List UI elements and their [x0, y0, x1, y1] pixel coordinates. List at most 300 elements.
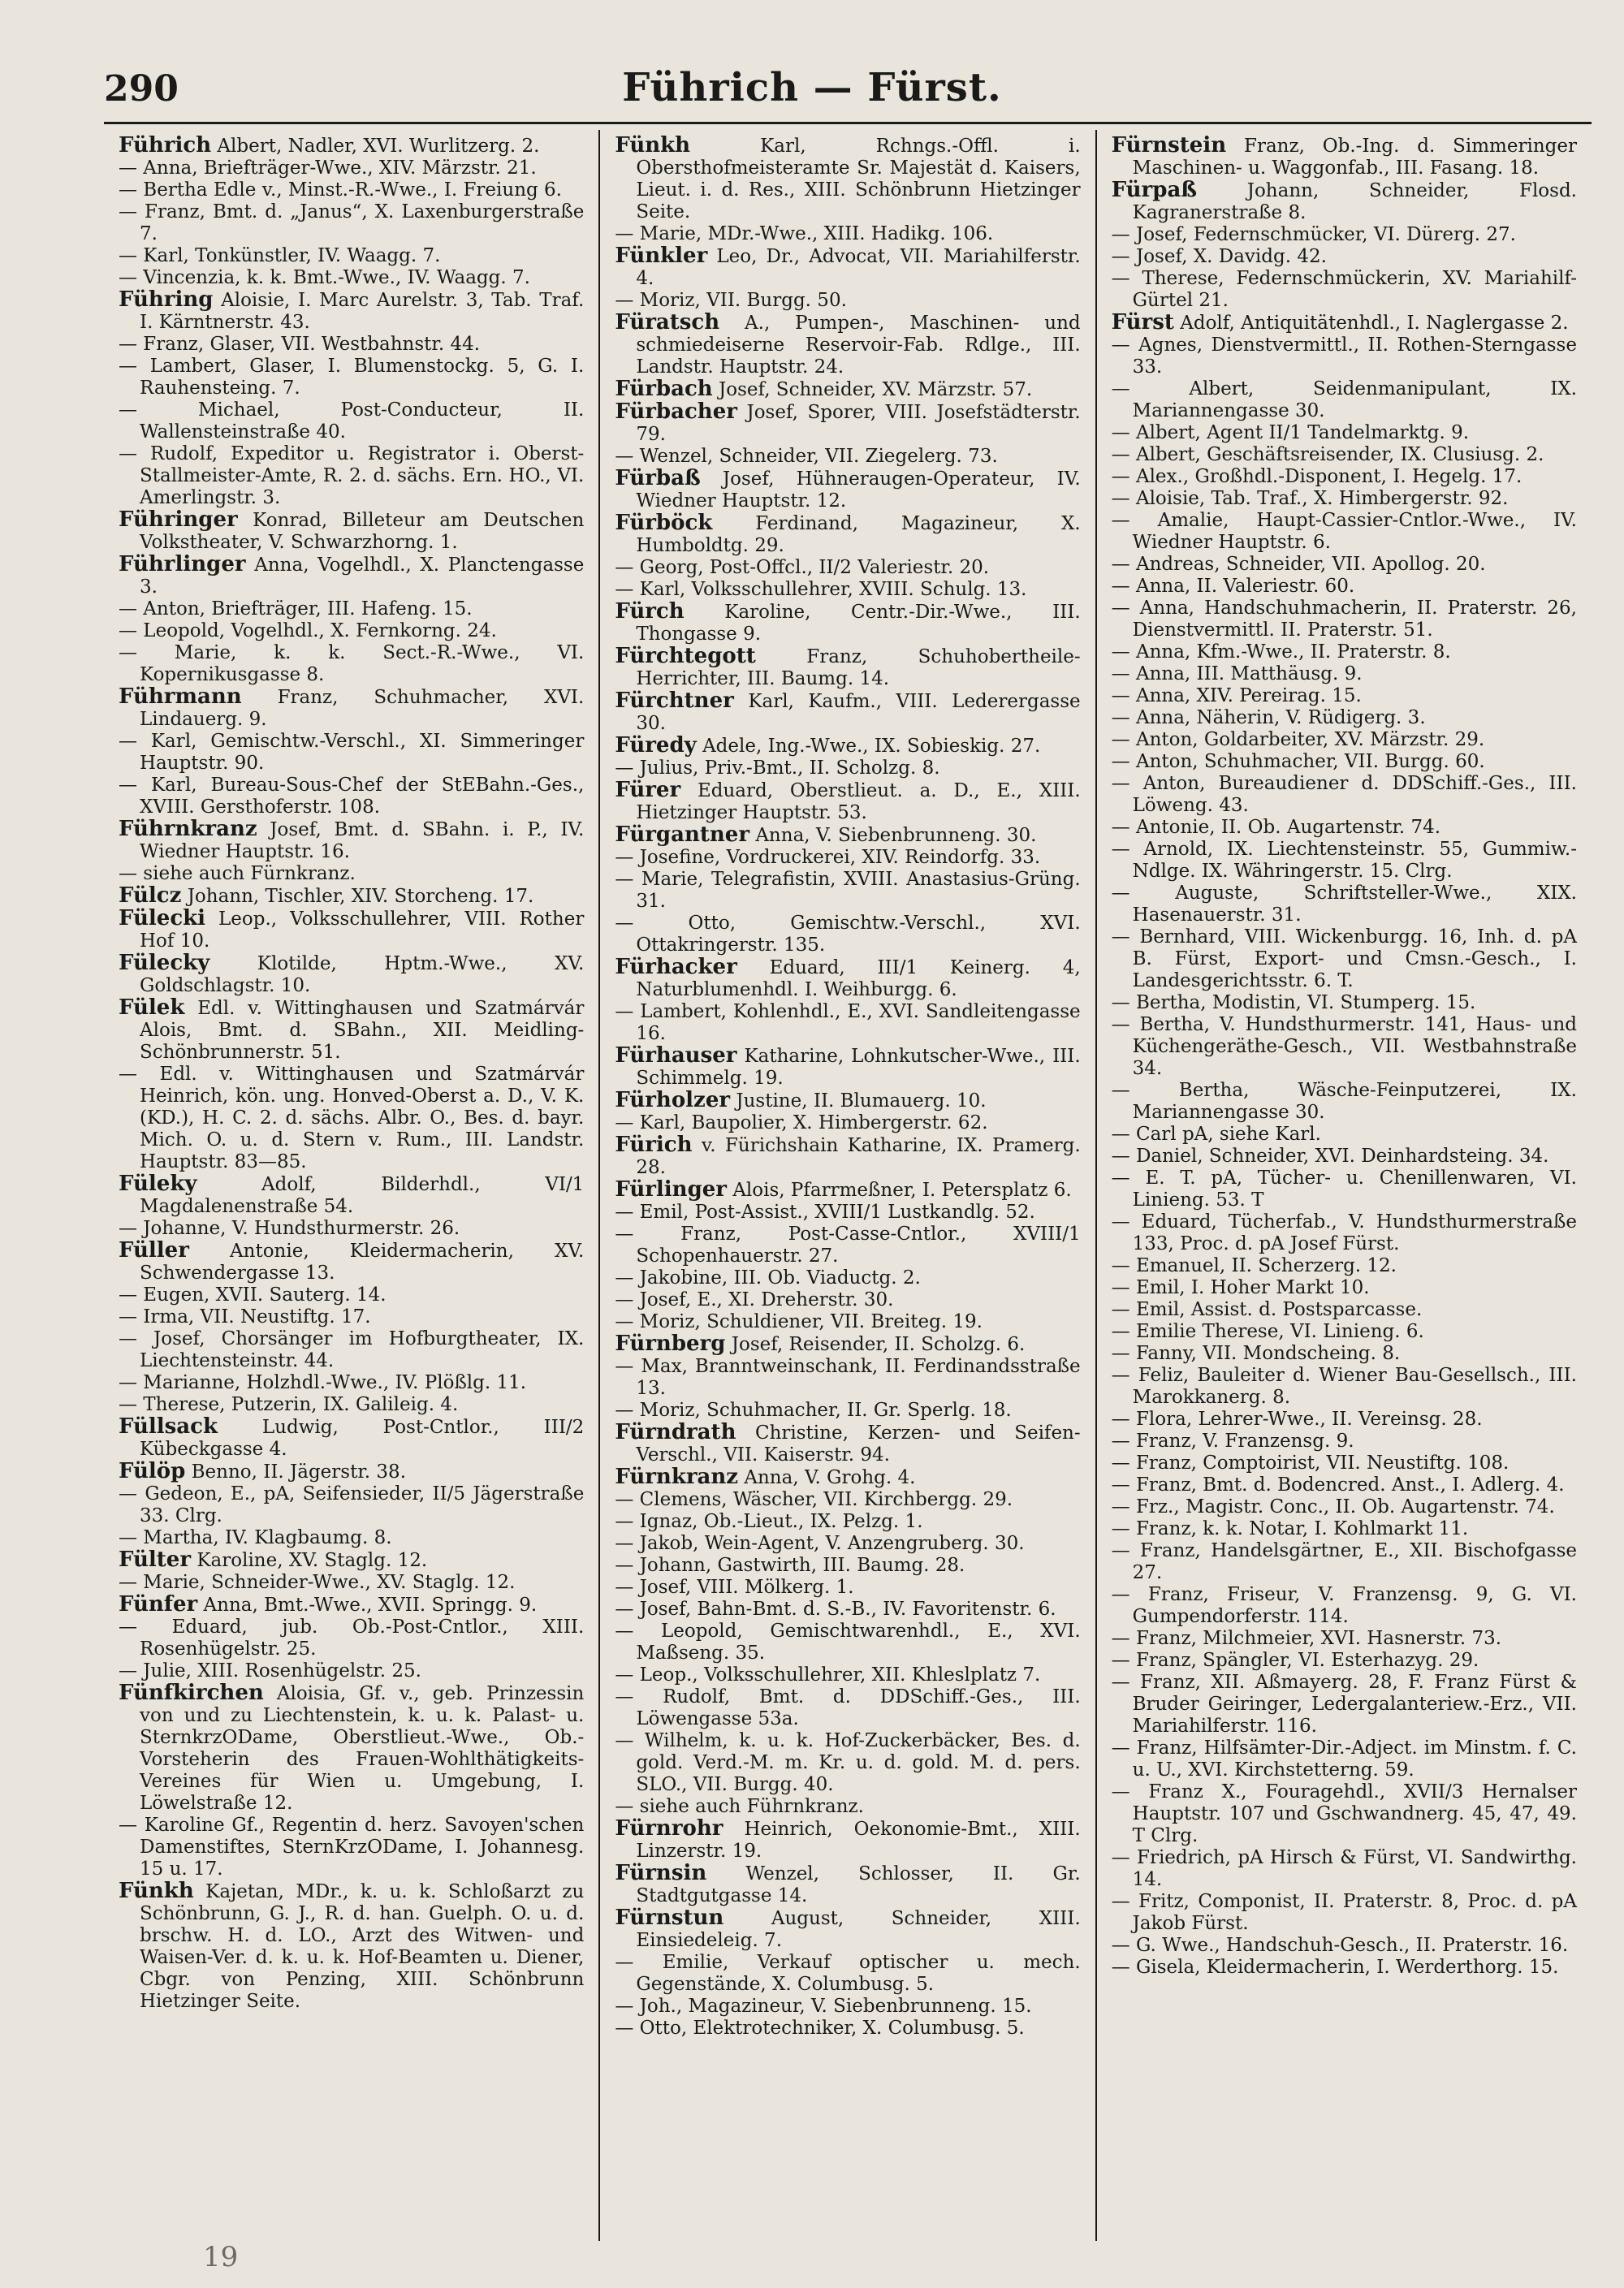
- entry-text: Klotilde, Hptm.-Wwe., XV. Goldschlagstr. 10.: [140, 953, 585, 996]
- directory-entry: [615, 1686, 1080, 1730]
- directory-entry: [1112, 179, 1577, 224]
- directory-entry: [119, 908, 584, 952]
- entry-surname: Fürpaß: [1111, 178, 1198, 202]
- directory-entry: [1112, 685, 1577, 707]
- entry-text: Kajetan, MDr., k. u. k. Schloßarzt zu Schönbrunn, G. J., R. d. han. Guelph. O. u. d. brschw. H. d. LO., Arzt des Witwen- und Waisen-Ver. d. k. u. k. Hof-Beamten u. Diener, Cbgr. von Penzing, XIII. Schönbrunn Hietzinger Seite.: [140, 1881, 585, 2012]
- entry-text: A., Pumpen-, Maschinen- und schmiedeiserne Reservoir-Fab. Rdlge., III. Landstr. Hauptstr. 24.: [636, 313, 1081, 378]
- directory-entry: [1112, 1957, 1577, 1979]
- entry-text: — Edl. v. Wittinghausen und Szatmárvár Heinrich, kön. ung. Honved-Oberst a. D., V. K. (KD.), H. C. 2. d. sächs. Albr. O., Bes. d. bayr. Mich. O. u. d. Stern v. Rum., III. Landstr. Hauptstr. 83—85.: [119, 1064, 585, 1172]
- entry-surname: Fürnsin: [615, 1861, 707, 1885]
- directory-entry: [1112, 1211, 1577, 1255]
- entry-text: — Eduard, Tücherfab., V. Hundsthurmerstraße 133, Proc. d. pA Josef Fürst.: [1111, 1211, 1577, 1254]
- directory-entry: [1112, 1453, 1577, 1474]
- entry-text: — Franz, Comptoirist, VII. Neustiftg. 108.: [1111, 1453, 1510, 1474]
- entry-text: — Clemens, Wäscher, VII. Kirchbergg. 29.: [615, 1489, 1013, 1510]
- directory-entry: [615, 1090, 1080, 1112]
- entry-text: — Aloisie, Tab. Traf., X. Himbergerstr. 92.: [1111, 488, 1509, 509]
- entry-text: Franz, Schuhmacher, XVI. Lindauerg. 9.: [140, 687, 585, 730]
- entry-text: — Rudolf, Bmt. d. DDSchiff.-Ges., III. Löwengasse 53a.: [615, 1686, 1081, 1729]
- entry-text: — Emanuel, II. Scherzerg. 12.: [1111, 1255, 1397, 1276]
- entry-text: — Max, Branntweinschank, II. Ferdinandsstraße 13.: [615, 1356, 1081, 1399]
- directory-entry: [1112, 1650, 1577, 1672]
- entry-text: Leop., Volksschullehrer, VIII. Rother Hof 10.: [140, 909, 585, 952]
- entry-text: Adolf, Antiquitätenhdl., I. Naglergasse 2.: [1173, 313, 1569, 334]
- directory-entry: [615, 1202, 1080, 1224]
- entry-surname: Fürhauser: [615, 1043, 737, 1068]
- directory-entry: [1112, 554, 1577, 576]
- entry-text: — Anna, II. Valeriestr. 60.: [1111, 576, 1355, 597]
- directory-entry: [615, 956, 1080, 1001]
- entry-text: — Joh., Magazineur, V. Siebenbrunneng. 15.: [615, 1996, 1032, 2017]
- columns: [104, 130, 1592, 2241]
- entry-text: — Eduard, jub. Ob.-Post-Cntlor., XIII. Rosenhügelstr. 25.: [119, 1617, 585, 1660]
- entry-surname: Fülecki: [119, 906, 206, 930]
- directory-entry: [119, 731, 584, 775]
- entry-surname: Fürlinger: [615, 1177, 728, 1202]
- entry-text: August, Schneider, XIII. Einsiedeleig. 7.: [636, 1908, 1081, 1951]
- entry-text: — Albert, Geschäftsreisender, IX. Clusiusg. 2.: [1111, 444, 1544, 465]
- entry-surname: Fürchtegott: [615, 644, 756, 668]
- entry-surname: Fürnstein: [1111, 133, 1227, 158]
- directory-entry: [119, 289, 584, 334]
- entry-text: Heinrich, Oekonomie-Bmt., XIII. Linzerstr. 19.: [636, 1819, 1081, 1862]
- entry-text: — siehe auch Führnkranz.: [615, 1796, 864, 1817]
- entry-text: — Karl, Gemischtw.-Verschl., XI. Simmeringer Hauptstr. 90.: [119, 731, 585, 774]
- entry-text: — Therese, Putzerin, IX. Galileig. 4.: [119, 1394, 459, 1415]
- directory-entry: [615, 1664, 1080, 1686]
- entry-text: Ferdinand, Magazineur, X. Humboldtg. 29.: [636, 513, 1081, 556]
- directory-entry: [615, 601, 1080, 645]
- entry-text: — Gisela, Kleidermacherin, I. Werderthorg. 15.: [1111, 1957, 1559, 1978]
- directory-entry: [119, 135, 584, 158]
- entry-surname: Führnkranz: [119, 817, 257, 841]
- directory-entry: [119, 356, 584, 399]
- directory-entry: [1112, 1146, 1577, 1168]
- entry-surname: Fülcz: [119, 883, 182, 908]
- entry-text: — Emil, Post-Assist., XVIII/1 Lustkandlg. 52.: [615, 1202, 1035, 1223]
- entry-surname: Fürich: [615, 1133, 693, 1157]
- entry-text: — Marie, Telegrafistin, XVIII. Anastasius-Grüng. 31.: [615, 869, 1081, 912]
- directory-entry: [615, 2018, 1080, 2040]
- directory-entry: [1112, 839, 1577, 883]
- directory-entry: [615, 579, 1080, 601]
- entry-surname: Fürer: [615, 778, 681, 802]
- entry-text: — Josef, E., XI. Dreherstr. 30.: [615, 1289, 894, 1310]
- entry-text: Franz, Ob.-Ing. d. Simmeringer Maschinen- u. Waggonfab., III. Fasang. 18.: [1132, 136, 1577, 179]
- directory-entry: [615, 1730, 1080, 1796]
- directory-entry: [119, 1284, 584, 1306]
- directory-entry: [615, 1511, 1080, 1533]
- directory-entry: [119, 158, 584, 179]
- entry-text: Josef, Bmt. d. SBahn. i. P., IV. Wiedner Hauptstr. 16.: [140, 819, 585, 862]
- directory-entry: [615, 824, 1080, 847]
- directory-entry: [119, 1240, 584, 1284]
- directory-entry: [1112, 817, 1577, 839]
- directory-entry: [615, 446, 1080, 468]
- entry-text: Albert, Nadler, XVI. Wurlitzerg. 2.: [211, 136, 540, 157]
- entry-surname: Fürnstun: [615, 1906, 724, 1930]
- directory-entry: [1112, 992, 1577, 1014]
- entry-text: — Otto, Gemischtw.-Verschl., XVI. Ottakringerstr. 135.: [615, 913, 1081, 956]
- entry-text: — Daniel, Schneider, XVI. Deinhardsteing. 34.: [1111, 1146, 1549, 1167]
- entry-text: — Frz., Magistr. Conc., II. Ob. Augartenstr. 74.: [1111, 1496, 1555, 1517]
- entry-surname: Fünkh: [615, 133, 691, 158]
- directory-entry: [119, 399, 584, 443]
- entry-surname: Führlinger: [119, 552, 246, 576]
- entry-text: — Anna, Kfm.-Wwe., II. Praterstr. 8.: [1111, 641, 1451, 663]
- entry-text: Wenzel, Schlosser, II. Gr. Stadtgutgasse 14.: [636, 1863, 1081, 1906]
- column-2: [600, 130, 1096, 2241]
- entry-text: — Lambert, Kohlenhdl., E., XVI. Sandleitengasse 16.: [615, 1001, 1081, 1044]
- directory-entry: [119, 1064, 584, 1173]
- entry-text: — Emilie Therese, VI. Linieng. 6.: [1111, 1321, 1424, 1342]
- entry-text: — Fritz, Componist, II. Praterstr. 8, Proc. d. pA Jakob Fürst.: [1111, 1891, 1577, 1934]
- entry-surname: Fürböck: [615, 511, 713, 535]
- header-rule: [104, 122, 1592, 124]
- entry-surname: Führich: [119, 133, 212, 158]
- directory-entry: [119, 1682, 584, 1815]
- entry-text: — Franz, Post-Casse-Cntlor., XVIII/1 Schopenhauerstr. 27.: [615, 1224, 1081, 1267]
- entry-text: — Karl, Bureau-Sous-Chef der StEBahn.-Ges., XVIII. Gersthoferstr. 108.: [119, 775, 585, 818]
- entry-text: — Marie, Schneider-Wwe., XV. Staglg. 12.: [119, 1572, 516, 1593]
- entry-text: — Amalie, Haupt-Cassier-Cntlor.-Wwe., IV. Wiedner Hauptstr. 6.: [1111, 510, 1577, 553]
- entry-text: — Franz, Bmt. d. Bodencred. Anst., I. Adlerg. 4.: [1111, 1474, 1565, 1496]
- directory-entry: [1112, 488, 1577, 510]
- entry-text: — Moriz, Schuhmacher, II. Gr. Sperlg. 18.: [615, 1400, 1012, 1421]
- entry-text: — Feliz, Bauleiter d. Wiener Bau-Gesellsch., III. Marokkanerg. 8.: [1111, 1365, 1577, 1408]
- entry-surname: Führing: [119, 287, 214, 312]
- footer-mark: 19: [203, 2241, 239, 2273]
- entry-text: Josef, Sporer, VIII. Josefstädterstr. 79.: [636, 402, 1081, 445]
- entry-surname: Füller: [119, 1238, 189, 1263]
- directory-entry: [119, 554, 584, 598]
- entry-text: Anna, V. Siebenbrunneng. 30.: [749, 825, 1037, 846]
- entry-text: — Albert, Agent II/1 Tandelmarktg. 9.: [1111, 422, 1470, 443]
- directory-entry: [119, 1306, 584, 1328]
- entry-text: — Franz X., Fouragehdl., XVII/3 Hernalser Hauptstr. 107 und Gschwandnerg. 45, 47, 49. T Clrg.: [1111, 1781, 1577, 1846]
- directory-entry: [1112, 1431, 1577, 1453]
- entry-text: — Anna, III. Matthäusg. 9.: [1111, 663, 1363, 684]
- directory-entry: [1112, 422, 1577, 444]
- entry-text: — Friedrich, pA Hirsch & Fürst, VI. Sandwirthg. 14.: [1111, 1847, 1577, 1890]
- entry-text: — Bertha Edle v., Minst.-R.-Wwe., I. Freiung 6.: [119, 179, 562, 201]
- entry-text: Benno, II. Jägerstr. 38.: [185, 1461, 406, 1483]
- entry-text: Anna, Vogelhdl., X. Planctengasse 3.: [140, 555, 585, 598]
- directory-entry: [615, 1112, 1080, 1134]
- entry-text: Ludwig, Post-Cntlor., III/2 Kübeckgasse 4.: [140, 1417, 585, 1460]
- directory-entry: [119, 1617, 584, 1660]
- entry-text: v. Fürichshain Katharine, IX. Pramerg. 28.: [636, 1135, 1081, 1178]
- directory-entry: [615, 645, 1080, 690]
- directory-entry: [1112, 1672, 1577, 1738]
- entry-text: — Jakob, Wein-Agent, V. Anzengruberg. 30.: [615, 1533, 1025, 1554]
- entry-text: — Leop., Volksschullehrer, XII. Khleslplatz 7.: [615, 1664, 1041, 1686]
- entry-text: — Josef, Bahn-Bmt. d. S.-B., IV. Favoritenstr. 6.: [615, 1599, 1056, 1620]
- directory-entry: [119, 1328, 584, 1372]
- directory-entry: [1112, 1124, 1577, 1146]
- directory-entry: [1112, 1781, 1577, 1847]
- entry-text: — Andreas, Schneider, VII. Apollog. 20.: [1111, 554, 1486, 575]
- entry-text: — Karl, Volksschullehrer, XVIII. Schulg. 13.: [615, 579, 1027, 600]
- page-header: Führich — Fürst.: [622, 65, 1002, 110]
- entry-text: Karl, Kaufm., VIII. Lederergasse 30.: [636, 691, 1081, 734]
- entry-text: — Franz, Handelsgärtner, E., XII. Bischofgasse 27.: [1111, 1540, 1577, 1583]
- entry-text: Karoline, Centr.-Dir.-Wwe., III. Thongasse 9.: [636, 602, 1081, 645]
- entry-text: — Arnold, IX. Liechtensteinstr. 55, Gummiw.-Ndlge. IX. Währingerstr. 15. Clrg.: [1111, 839, 1577, 882]
- directory-entry: [1112, 729, 1577, 751]
- entry-text: Josef, Hühneraugen-Operateur, IV. Wiedner Hauptstr. 12.: [636, 468, 1081, 512]
- directory-entry: [119, 1549, 584, 1572]
- directory-entry: [119, 818, 584, 863]
- directory-entry: [1112, 1891, 1577, 1935]
- directory-entry: [119, 642, 584, 686]
- entry-text: Alois, Pfarrmeßner, I. Petersplatz 6.: [727, 1180, 1072, 1201]
- directory-entry: [119, 997, 584, 1064]
- column-1: [104, 130, 600, 2241]
- entry-text: Konrad, Billeteur am Deutschen Volkstheater, V. Schwarzhorng. 1.: [140, 510, 585, 553]
- directory-entry: [615, 401, 1080, 446]
- entry-text: — Irma, VII. Neustiftg. 17.: [119, 1306, 371, 1327]
- entry-text: — Karl, Tonkünstler, IV. Waagg. 7.: [119, 245, 441, 266]
- directory-entry: [615, 512, 1080, 557]
- entry-surname: Fülter: [119, 1548, 192, 1572]
- entry-text: — E. T. pA, Tücher- u. Chenillenwaren, VI. Linieng. 53. T: [1111, 1168, 1577, 1211]
- entry-text: — Anna, Handschuhmacherin, II. Praterstr. 26, Dienstvermittl. II. Praterstr. 51.: [1111, 598, 1577, 641]
- directory-entry: [615, 378, 1080, 401]
- directory-entry: [1112, 1168, 1577, 1211]
- entry-surname: Fürhacker: [615, 955, 737, 979]
- entry-text: — Franz, Milchmeier, XVI. Hasnerstr. 73.: [1111, 1628, 1502, 1649]
- entry-text: — Franz, Hilfsämter-Dir.-Adject. im Minstm. f. C. u. U., XVI. Kirchstetterng. 59.: [1111, 1738, 1577, 1781]
- directory-entry: [1112, 1496, 1577, 1518]
- directory-entry: [615, 1996, 1080, 2018]
- entry-text: — Anton, Goldarbeiter, XV. Märzstr. 29.: [1111, 729, 1485, 750]
- entry-surname: Fürchtner: [615, 689, 734, 713]
- entry-text: — G. Wwe., Handschuh-Gesch., II. Praterstr. 16.: [1111, 1935, 1569, 1956]
- entry-text: — Rudolf, Expeditor u. Registrator i. Oberst-Stallmeister-Amte, R. 2. d. sächs. Ern. HO., VI. Amerlingstr. 3.: [119, 443, 585, 508]
- entry-surname: Füllsack: [119, 1414, 218, 1439]
- entry-text: Katharine, Lohnkutscher-Wwe., III. Schimmelg. 19.: [636, 1046, 1081, 1089]
- entry-text: — siehe auch Fürnkranz.: [119, 863, 356, 884]
- directory-entry: [615, 869, 1080, 913]
- directory-entry: [615, 1224, 1080, 1267]
- directory-entry: [1112, 1518, 1577, 1540]
- entry-text: — Wenzel, Schneider, VII. Ziegelerg. 73.: [615, 446, 998, 467]
- entry-text: — Josef, X. Davidg. 42.: [1111, 246, 1327, 267]
- directory-entry: [119, 1815, 584, 1880]
- directory-entry: [615, 1400, 1080, 1422]
- directory-entry: [1112, 1474, 1577, 1496]
- entry-surname: Füredy: [615, 733, 697, 758]
- directory-entry: [119, 952, 584, 997]
- directory-entry: [119, 1594, 584, 1617]
- entry-text: — Michael, Post-Conducteur, II. Wallensteinstraße 40.: [119, 399, 585, 442]
- directory-entry: [119, 179, 584, 201]
- entry-text: — Lambert, Glaser, I. Blumenstockg. 5, G. I. Rauhensteing. 7.: [119, 356, 585, 399]
- entry-text: — Albert, Seidenmanipulant, IX. Mariannengasse 30.: [1111, 378, 1577, 421]
- directory-entry: [1112, 1540, 1577, 1584]
- entry-text: — Marianne, Holzhdl.-Wwe., IV. Plößlg. 11.: [119, 1372, 527, 1393]
- directory-entry: [615, 1311, 1080, 1333]
- entry-text: — Johanne, V. Hundsthurmerstr. 26.: [119, 1218, 460, 1239]
- directory-entry: [615, 1952, 1080, 1996]
- entry-text: — Julie, XIII. Rosenhügelstr. 25.: [119, 1660, 421, 1681]
- entry-text: — Leopold, Vogelhdl., X. Fernkorng. 24.: [119, 620, 497, 641]
- entry-text: Eduard, Oberstlieut. a. D., E., XIII. Hietzinger Hauptstr. 53.: [636, 780, 1081, 823]
- directory-entry: [1112, 576, 1577, 598]
- directory-entry: [119, 686, 584, 731]
- directory-entry: [1112, 1014, 1577, 1080]
- directory-entry: [615, 735, 1080, 758]
- directory-entry: [1112, 707, 1577, 729]
- entry-text: — Vincenzia, k. k. Bmt.-Wwe., IV. Waagg. 7.: [119, 267, 530, 288]
- entry-text: Anna, Bmt.-Wwe., XVII. Springg. 9.: [197, 1595, 538, 1616]
- entry-text: — Franz, Spängler, VI. Esterhazyg. 29.: [1111, 1650, 1479, 1671]
- entry-surname: Führmann: [119, 684, 242, 709]
- entry-surname: Fürbaß: [615, 466, 701, 490]
- entry-surname: Fünfkirchen: [119, 1681, 264, 1705]
- entry-text: — Flora, Lehrer-Wwe., II. Vereinsg. 28.: [1111, 1409, 1483, 1430]
- entry-surname: Fülöp: [119, 1459, 186, 1483]
- entry-text: Christine, Kerzen- und Seifen-Verschl., VII. Kaiserstr. 94.: [636, 1422, 1081, 1466]
- directory-entry: [615, 1555, 1080, 1577]
- entry-surname: Fürbach: [615, 377, 713, 401]
- directory-entry: [119, 1372, 584, 1394]
- column-3: [1097, 130, 1592, 2241]
- entry-text: — Johann, Gastwirth, III. Baumg. 28.: [615, 1555, 965, 1576]
- directory-entry: [615, 690, 1080, 735]
- directory-entry: [1112, 1343, 1577, 1365]
- entry-text: Aloisia, Gf. v., geb. Prinzessin von und zu Liechtenstein, k. u. k. Palast- u. SternkrzODame, Oberstlieut.-Wwe., Ob.-Vorsteherin des Frauen-Wohlthätigkeits-Vereines für Wien u. Umgebung, I. Löwelstraße 12.: [140, 1683, 585, 1814]
- directory-entry: [119, 1527, 584, 1549]
- entry-text: — Emil, I. Hoher Markt 10.: [1111, 1277, 1370, 1298]
- directory-entry: [1112, 1935, 1577, 1957]
- directory-entry: [1112, 335, 1577, 378]
- entry-surname: Fürndrath: [615, 1420, 736, 1444]
- directory-entry: [1112, 1365, 1577, 1409]
- directory-entry: [1112, 466, 1577, 488]
- directory-entry: [615, 290, 1080, 312]
- directory-entry: [615, 913, 1080, 956]
- entry-text: — Antonie, II. Ob. Augartenstr. 74.: [1111, 817, 1441, 838]
- entry-text: — Leopold, Gemischtwarenhdl., E., XVI. Maßseng. 35.: [615, 1621, 1081, 1664]
- directory-entry: [615, 1489, 1080, 1511]
- directory-entry: [615, 1134, 1080, 1179]
- directory-entry: [1112, 773, 1577, 817]
- entry-surname: Führinger: [119, 507, 238, 532]
- directory-entry: [615, 758, 1080, 779]
- directory-entry: [119, 598, 584, 620]
- entry-text: — Bertha, Wäsche-Feinputzerei, IX. Mariannengasse 30.: [1111, 1080, 1577, 1123]
- entry-text: — Eugen, XVII. Sauterg. 14.: [119, 1284, 387, 1306]
- entry-text: — Martha, IV. Klagbaumg. 8.: [119, 1527, 392, 1548]
- entry-text: — Josefine, Vordruckerei, XIV. Reindorfg. 33.: [615, 847, 1041, 868]
- entry-text: — Franz, k. k. Notar, I. Kohlmarkt 11.: [1111, 1518, 1469, 1539]
- directory-entry: [119, 1173, 584, 1218]
- entry-surname: Fürnrohr: [615, 1816, 723, 1841]
- directory-entry: [1112, 444, 1577, 466]
- entry-text: — Moriz, VII. Burgg. 50.: [615, 290, 847, 311]
- entry-text: Justine, II. Blumauerg. 10.: [730, 1090, 987, 1112]
- directory-entry: [1112, 1277, 1577, 1299]
- entry-text: — Anton, Briefträger, III. Hafeng. 15.: [119, 598, 473, 619]
- entry-surname: Füratsch: [615, 310, 720, 335]
- directory-entry: [615, 1599, 1080, 1621]
- entry-text: Josef, Schneider, XV. Märzstr. 57.: [712, 379, 1033, 400]
- directory-entry: [615, 1289, 1080, 1311]
- entry-surname: Fürst: [1111, 310, 1174, 335]
- entry-text: Adolf, Bilderhdl., VI/1 Magdalenenstraße 54.: [140, 1174, 585, 1217]
- entry-text: — Emilie, Verkauf optischer u. mech. Gegenstände, X. Columbusg. 5.: [615, 1952, 1081, 1995]
- entry-text: — Therese, Federnschmückerin, XV. Mariahilf-Gürtel 21.: [1111, 268, 1577, 311]
- entry-surname: Fürholzer: [615, 1088, 731, 1112]
- entry-text: Antonie, Kleidermacherin, XV. Schwendergasse 13.: [140, 1241, 585, 1284]
- entry-text: — Gedeon, E., pA, Seifensieder, II/5 Jägerstraße 33. Clrg.: [119, 1483, 585, 1526]
- directory-entry: [119, 775, 584, 818]
- directory-entry: [1112, 1847, 1577, 1891]
- directory-entry: [119, 509, 584, 554]
- entry-text: — Karoline Gf., Regentin d. herz. Savoyen'schen Damenstiftes, SternKrzODame, I. Johannesg. 15 u. 17.: [119, 1815, 585, 1880]
- directory-entry: [119, 334, 584, 356]
- entry-text: — Julius, Priv.-Bmt., II. Scholzg. 8.: [615, 758, 940, 779]
- directory-entry: [1112, 663, 1577, 685]
- entry-text: Franz, Schuhobertheile-Herrichter, III. Baumg. 14.: [636, 646, 1081, 689]
- entry-text: Josef, Reisender, II. Scholzg. 6.: [725, 1334, 1026, 1355]
- entry-surname: Fürch: [615, 599, 685, 624]
- directory-entry: [615, 223, 1080, 245]
- directory-entry: [615, 1907, 1080, 1952]
- directory-entry: [119, 1218, 584, 1240]
- entry-text: Karl, Rchngs.-Offl. i. Obersthofmeisteramte Sr. Majestät d. Kaisers, Lieut. i. d. Res., XIII. Schönbrunn Hietzinger Seite.: [636, 136, 1081, 222]
- entry-text: — Fanny, VII. Mondscheing. 8.: [1111, 1343, 1401, 1364]
- entry-text: — Georg, Post-Offcl., II/2 Valeriestr. 20.: [615, 557, 990, 578]
- entry-text: Karoline, XV. Staglg. 12.: [191, 1550, 428, 1571]
- entry-surname: Fürnkranz: [615, 1465, 739, 1489]
- directory-entry: [1112, 224, 1577, 246]
- directory-entry: [119, 1880, 584, 2013]
- entry-text: — Ignaz, Ob.-Lieut., IX. Pelzg. 1.: [615, 1511, 923, 1532]
- entry-surname: Füleky: [119, 1172, 197, 1196]
- entry-text: — Moriz, Schuldiener, VII. Breiteg. 19.: [615, 1311, 983, 1332]
- directory-entry: [615, 1796, 1080, 1818]
- directory-entry: [615, 468, 1080, 512]
- directory-entry: [1112, 598, 1577, 641]
- entry-text: — Otto, Elektrotechniker, X. Columbusg. 5.: [615, 2018, 1025, 2039]
- directory-entry: [1112, 883, 1577, 926]
- directory-entry: [1112, 926, 1577, 992]
- entry-text: — Jakobine, III. Ob. Viaductg. 2.: [615, 1267, 921, 1289]
- entry-text: — Emil, Assist. d. Postsparcasse.: [1111, 1299, 1423, 1320]
- entry-surname: Fünfer: [119, 1592, 198, 1617]
- entry-text: — Bertha, V. Hundsthurmerstr. 141, Haus- und Küchengeräthe-Gesch., VII. Westbahnstraße 34.: [1111, 1014, 1577, 1079]
- page-number: 290: [104, 68, 179, 110]
- entry-text: — Carl pA, siehe Karl.: [1111, 1124, 1321, 1145]
- directory-entry: [1112, 751, 1577, 773]
- entry-text: Johann, Tischler, XIV. Storcheng. 17.: [181, 886, 534, 907]
- directory-entry: [119, 245, 584, 267]
- entry-text: — Franz, Bmt. d. „Janus“, X. Laxenburgerstraße 7.: [119, 201, 585, 244]
- directory-entry: [615, 1818, 1080, 1863]
- entry-text: — Bertha, Modistin, VI. Stumperg. 15.: [1111, 992, 1476, 1013]
- entry-text: — Agnes, Dienstvermittl., II. Rothen-Sterngasse 33.: [1111, 335, 1577, 378]
- entry-text: — Franz, Glaser, VII. Westbahnstr. 44.: [119, 334, 481, 355]
- directory-entry: [1112, 1321, 1577, 1343]
- directory-entry: [1112, 1584, 1577, 1628]
- entry-text: Adele, Ing.-Wwe., IX. Sobieskig. 27.: [696, 736, 1041, 757]
- directory-entry: [615, 1333, 1080, 1356]
- directory-entry: [615, 557, 1080, 579]
- entry-text: Aloisie, I. Marc Aurelstr. 3, Tab. Traf. I. Kärntnerstr. 43.: [140, 290, 585, 333]
